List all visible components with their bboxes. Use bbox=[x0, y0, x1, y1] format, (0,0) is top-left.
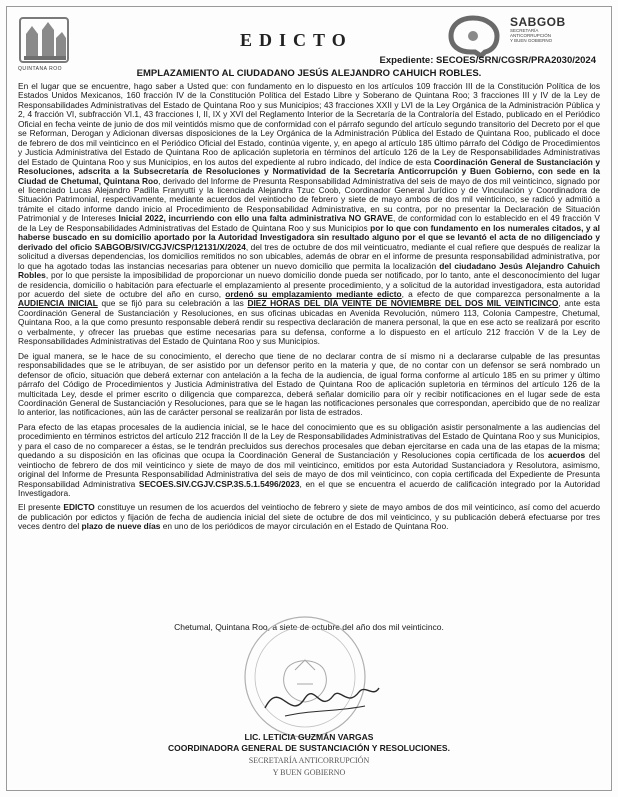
p4-bold-d: plazo de nueve días bbox=[81, 521, 161, 532]
place-and-date: Chetumal, Quintana Roo, a siete de octubre del año dos mil veinticinco. bbox=[174, 622, 444, 632]
p1-text-o: , ante esta Coordinación General de Sustanciación y Resoluciones, en sus oficinas ubicadas en Avenida Revolución, número 113, Colonia Campestre, Chetumal, Quintana Roo, a la que como presunto responsable deberá rendir su respectiva declaración de manera personal, la que en ese acto se realizará por escrito o verbalmente, y ofrecer las pruebas que estime necesarias para su defensa, conforme a lo dispuesto en el artículo 212 fracción V de la Ley de Responsabilidades Administrativas del Estado de Quintana Roo y sus Municipios. bbox=[18, 298, 601, 347]
p3-text-a: Para efecto de las etapas procesales de la audiencia inicial, se le hace del conocimiento que es su obligación asistir personalmente a las audiencias del procedimiento en términos estrictos del artículo 212 fracción II de la Ley de Responsabilidades Administrativas del Estado de Quintana Roo y sus Municipios, y para el caso de no comparecer a éstas, se le tendrán precluidos sus derechos procesales que deban ejercitarse en cada una de las etapas de la misma; quedando a su disposición en las oficinas que ocupa la Coordinación General de Sustanciación y Resoluciones copia certificada de los bbox=[18, 421, 600, 461]
paragraph-2: De igual manera, se le hace de su conocimiento, el derecho que tiene de no declarar contra de sí mismo ni a declararse culpable de las presuntas responsabilidades que se le atribuyan, de ser asistido por un defensor perito en la materia y que, de no contar con un defensor se será nombrado un defensor de oficio, situación que deberá externar con antelación a la fecha de la audiencia, de igual forma conforme al artículo 185 en su primer y último párrafo del Código de Procedimientos y Justicia Administrativa del Estado de Quintana Roo de aplicación supletoria en términos del artículo 126 de la multicitada Ley, desde el primer escrito o diligencia que comparezca, deberá señalar domicilio para oír y recibir notificaciones en el lugar sede de esta Coordinación General de Sustanciación y Resoluciones, para que se le hagan las notificaciones personales que correspondan, apercibido que de no realizar lo anterior, las notificaciones, aún las de carácter personal se realizarán por lista de estrados. bbox=[18, 350, 600, 418]
stamp-line-1: SECRETARÍA ANTICORRUPCIÓN bbox=[248, 756, 370, 765]
p3-text-e: , en el que se encuentra el acuerdo de calificación integrado por la Autoridad Investigadora. bbox=[18, 478, 600, 499]
p1-text-e: , de conformidad con lo establecido en el 49 fracción V de la Ley de Responsabilidades Administrativas del Estado de Quintana Roo y sus Municipios bbox=[18, 213, 600, 233]
handwritten-signature-icon bbox=[255, 668, 385, 728]
file-number: Expediente: SECOES/SRN/CGSR/PRA2030/2024 bbox=[379, 55, 596, 66]
paragraph-1 bbox=[18, 82, 600, 347]
paragraph-3 bbox=[18, 423, 600, 499]
p1-bold-d: Inicial 2022, incurriendo con ello una falta administrativa NO GRAVE bbox=[118, 213, 393, 224]
document-title: EDICTO bbox=[240, 30, 353, 50]
p1-text-k: , a efecto de que comparezca personalmente a la bbox=[401, 288, 600, 299]
state-logo-caption: QUINTANA ROO bbox=[18, 66, 62, 72]
p1-text-a: En el lugar que se encuentre, hago saber a Usted que: con fundamento en lo dispuesto en los artículos 109 fracción III de la Constitución Política de los Estados Unidos Mexicanos, 160 fracción IV de la Constitución Política del Estado Libre y Soberano de Quintana Roo; 3 fracciones III y IV de la Ley de Responsabilidades Administrativas del Estado de Quintana Roo y sus Municipios; 43 fracciones XXII y LVI de la Ley Orgánica de la Administración Pública y 2, 4 fracción VI, subfracción VI.1, 43 fracciones I, II, IX y XVI del Reglamento Interior de la Secretaría de la Contraloría del Estado, publicado en el Periódico Oficial en fecha veinte de junio de dos mil veintidós mismo que de conformidad con el párrafo segundo del artículo segundo transitorio del Decreto por el que se Reforman, Derogan y Adicionan diversas disposiciones de la Ley Orgánica de la Administración Pública del Estado de Quintana Roo, publicado el doce de febrero de dos mil veinticinco en el Periódico Oficial del Estado, continúa vigente, y, en apego al artículo 185 último párrafo del Código de Procedimientos y Justicia Administrativa del Estado de Quintana Roo de aplicación supletoria en términos del artículo 126 de la Ley de Responsabilidades Administrativas del Estado de Quintana Roo y sus Municipios, en los autos del expediente al rubro indicado, del índice de esta bbox=[18, 81, 600, 167]
p4-text-e: en uno de los periódicos de mayor circulación en el Estado de Quintana Roo. bbox=[160, 521, 449, 532]
p1-bold-j: ordenó su emplazamiento mediante edicto bbox=[225, 288, 402, 299]
p1-bold-l: AUDIENCIA INICIAL bbox=[18, 298, 98, 309]
sabgob-sub-3: Y BUEN GOBIERNO bbox=[510, 38, 553, 43]
p1-text-c: , derivado del Informe de Presunta Responsabilidad Administrativa del seis de mayo de dos mil veinticinco, signado por el licenciado Lucas Alejandro Padilla Franyutti y la licenciada Alejandra Tzuc Coob, Coordinador General Jurídico y de Vinculación y Coordinadora de Situación Patrimonial, respectivamente, mediante acuerdos del veintiocho de febrero y siete de mayo ambos de dos mil veinticinco, se radicó y admitió a trámite el citado informe dando inicio al Procedimiento de Responsabilidad Administrativa, en su contra, por no presentar la Declaración de Situación Patrimonial y de Intereses bbox=[18, 175, 600, 224]
p1-bold-f: por lo que con fundamento en los numerales citados, y al haberse buscado en su domicilio aportado por la Autoridad Investigadora sin resultado alguno por el que se levantó el acta de no diligenciado y derivado del oficio SABGOB/SIV/CGJV/CSP/12131/X/2024 bbox=[18, 222, 600, 252]
p3-text-c: del veintiocho de febrero de dos mil veinticinco y siete de mayo de dos mil veinticinco, emitidos por esta Autoridad Sustanciadora y Resolutora, asimismo, original del Informe de Presunta Responsabilidad Administrativa del seis de mayo de dos mil veinticinco, con copia certificada del Expediente de Presunta Responsabilidad Administrativa bbox=[18, 450, 601, 489]
sabgob-name: SABGOB bbox=[510, 15, 566, 29]
p4-bold-b: EDICTO bbox=[63, 502, 95, 513]
subject-line: EMPLAZAMIENTO AL CIUDADANO JESÚS ALEJANDRO CAHUICH ROBLES. bbox=[136, 68, 482, 79]
sabgob-logo bbox=[510, 16, 606, 43]
quintana-roo-q-logo bbox=[445, 14, 501, 58]
sabgob-sub-2: ANTICORRUPCIÓN bbox=[510, 33, 552, 38]
p1-text-g: , del tres de octubre de dos mil veinticuatro, mediante el cual refiere que después de realizar la solicitud a diversas dependencias, los domicilios remitidos no son ubicables, además de obrar en el informe de presunta responsabilidad administrativa, por lo que ha agotado todas las instancias necesarias para obtener un nuevo domicilio que permita la localización bbox=[18, 241, 600, 271]
p3-bold-d: SECOES.SIV.CGJV.CSP.3S.5.1.5496/2023 bbox=[138, 478, 300, 489]
p1-text-i: , por lo que persiste la imposibilidad de proporcionar un nuevo domicilio donde pueda ser notificado, por lo tanto, ante el desconocimiento del lugar de residencia, domicilio o habitación para efectuarle el emplazamiento al presente procedimiento, y a solicitud de la autoridad investigadora, esta autoridad por acuerdo del siete de octubre del año en curso, bbox=[18, 270, 600, 299]
stamp-line-2: Y BUEN GOBIERNO bbox=[272, 768, 346, 777]
p1-text-m: que se fijó para su celebración a las bbox=[97, 298, 248, 309]
edict-body bbox=[18, 82, 600, 537]
p1-bold-n: DIEZ HORAS DEL DÍA VEINTE DE NOVIEMBRE DEL DOS MIL VEINTICINCO bbox=[247, 298, 559, 309]
p4-text-a: El presente bbox=[18, 502, 64, 513]
p3-bold-b: acuerdos bbox=[548, 450, 586, 461]
signer-title: COORDINADORA GENERAL DE SUSTANCIACIÓN Y RESOLUCIONES. bbox=[168, 743, 450, 753]
p4-text-c: constituye un resumen de los acuerdos del veintiocho de febrero y siete de mayo ambos de dos mil veinticinco, así como del acuerdo de publicación por edictos y fijación de fecha de audiencia inicial del siete de octubre de dos mil veinticinco, y su publicación deberá efectuarse por tres veces dentro del bbox=[18, 502, 600, 532]
signer-name: LIC. LETICIA GUZMÁN VARGAS bbox=[244, 732, 374, 742]
paragraph-4 bbox=[18, 503, 600, 531]
sabgob-sub-1: SECRETARÍA bbox=[510, 28, 539, 33]
p1-bold-h: del ciudadano Jesús Alejandro Cahuich Robles bbox=[18, 260, 600, 281]
p1-bold-b: Coordinación General de Sustanciación y Resoluciones, adscrita a la Subsecretaría de Resoluciones y Normatividad de la Secretaría Anticorrupción y Buen Gobierno, con sede en la Ciudad de Chetumal, Quintana Roo bbox=[18, 156, 600, 186]
